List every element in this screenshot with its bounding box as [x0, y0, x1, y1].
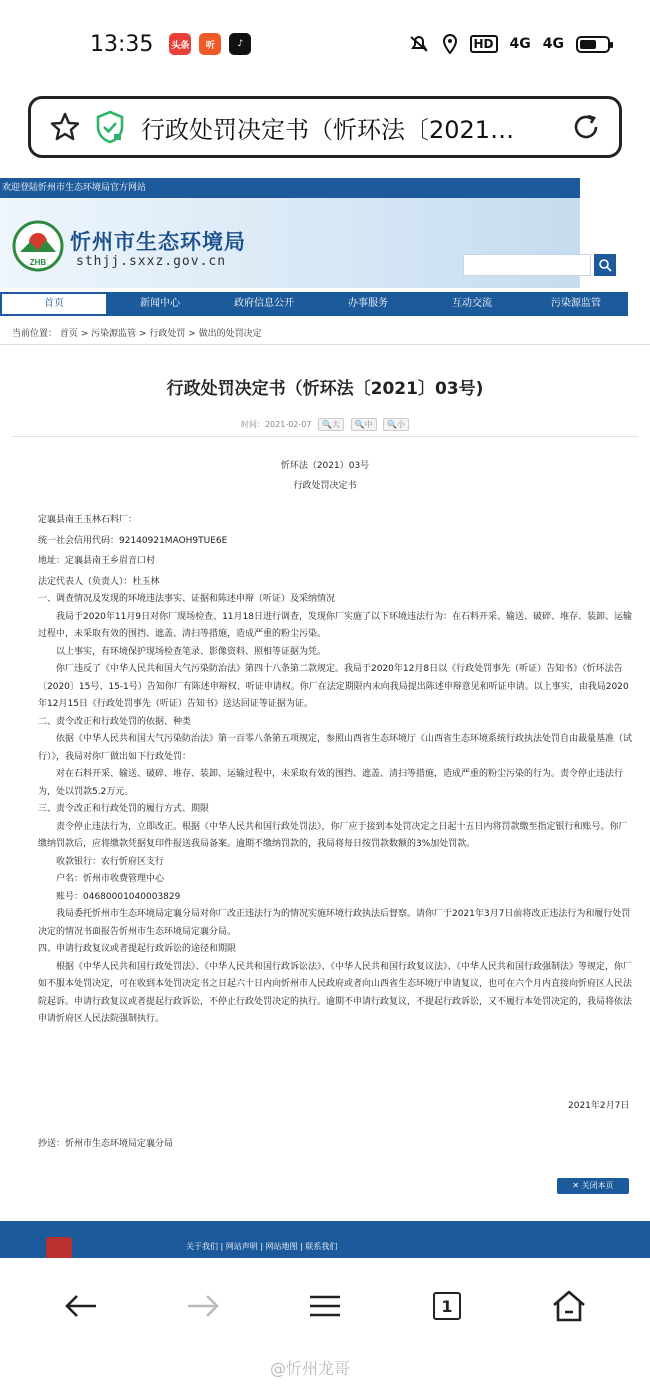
- paragraph: 户名：忻州市收费管理中心: [56, 874, 165, 884]
- forward-button[interactable]: [183, 1286, 223, 1326]
- address-bar[interactable]: [28, 96, 622, 158]
- tiktok-app-icon: ♪: [229, 33, 251, 55]
- status-bar: [0, 0, 650, 88]
- site-domain: sthjj.sxxz.gov.cn: [76, 254, 227, 269]
- font-size-small-button[interactable]: 🔍小: [383, 418, 409, 431]
- divider: [12, 436, 638, 437]
- paragraph: 二、责令改正和行政处罚的依据、种类: [38, 716, 192, 727]
- nav-services[interactable]: 办事服务: [348, 298, 388, 309]
- welcome-strip: 欢迎登陆忻州市生态环境局官方网站: [0, 178, 580, 198]
- paragraph: 我局于2020年11月9日对你厂现场检查、11月18日进行调查，发现你厂实施了以下环境违法行为：在石料开采、输送、破碎、堆存、装卸、运输过程中，未采取有效的围挡、遮盖、清扫等措施，造成严重的粉尘污染。: [38, 611, 632, 639]
- paragraph: 你厂违反了《中华人民共和国大气污染防治法》第四十八条第二款规定。我局于2020年12月8日以《行政处罚事先（听证）告知书》（忻环法告〔2020〕15号、15-1号）告知你厂有陈述申辩权、听证申请权。你厂在法定期限内未向我局提出陈述申辩意见和听证申请。以上事实，由我局2020年12月15日《行政处罚事先（听证）告知书》送达回证等证据为证。: [38, 664, 629, 709]
- listen-app-icon: 听: [199, 33, 221, 55]
- footer-links[interactable]: 关于我们 | 网站声明 | 网站地图 | 联系我们: [186, 1242, 338, 1251]
- watermark: @忻州龙哥: [270, 1359, 351, 1378]
- meta-label: 时间：: [240, 420, 265, 429]
- search-icon: [598, 258, 612, 272]
- hd-badge: HD: [470, 35, 498, 53]
- document-title: 行政处罚决定书（忻环法〔2021〕03号): [166, 379, 484, 399]
- nav-news[interactable]: 新闻中心: [140, 298, 180, 309]
- tabs-button[interactable]: [427, 1286, 467, 1326]
- paragraph: 我局委托忻州市生态环境局定襄分局对你厂改正违法行为的情况实施环境行政执法后督察。请你厂于2021年3月7日前将改正违法行为和履行处罚决定的情况书面报告忻州市生态环境局定襄分局。: [38, 909, 631, 937]
- breadcrumb[interactable]: 当前位置： 首页 > 污染源监管 > 行政处罚 > 做出的处罚决定: [12, 329, 262, 339]
- home-icon: [552, 1290, 586, 1322]
- status-indicators: [408, 34, 610, 54]
- paragraph: 定襄县南王玉林石料厂：: [38, 515, 138, 525]
- paragraph: 以上事实，有环境保护现场检查笔录、影像资料、照相等证据为凭。: [56, 646, 327, 657]
- menu-icon: [309, 1294, 341, 1318]
- site-header: [0, 198, 580, 288]
- toutiao-app-icon: 头条: [169, 33, 191, 55]
- back-button[interactable]: [61, 1286, 101, 1326]
- site-search-button[interactable]: [594, 254, 616, 276]
- font-size-large-button[interactable]: 🔍大: [318, 418, 344, 431]
- party-emblem-icon: [46, 1237, 72, 1258]
- paragraph: 依据《中华人民共和国大气污染防治法》第一百零八条第五项规定，参照山西省生态环境厅《山西省生态环境系统行政执法处罚自由裁量基准（试行）》，我局对你厂做出如下行政处罚：: [38, 734, 633, 762]
- paragraph: 统一社会信用代码：92140921MAOH9TUE6E: [38, 535, 228, 546]
- paragraph: 三、责令改正和行政处罚的履行方式、期限: [38, 804, 210, 814]
- document-type: 行政处罚决定书: [293, 481, 357, 491]
- site-name: 忻州市生态环境局: [70, 230, 246, 254]
- webpage: [0, 178, 650, 1258]
- document-body: [38, 512, 632, 1029]
- nav-home[interactable]: 首页: [0, 292, 108, 316]
- signal-2: 4G: [542, 36, 564, 52]
- tab-count: 1: [433, 1292, 461, 1320]
- location-icon: [442, 34, 458, 54]
- shield-icon[interactable]: [95, 110, 125, 144]
- document-date: 2021年2月7日: [568, 1101, 630, 1111]
- arrow-left-icon: [64, 1294, 98, 1318]
- page-title-address[interactable]: 行政处罚决定书（忻环法〔2021…: [141, 115, 515, 144]
- status-app-icons: [169, 33, 251, 55]
- paragraph: 四、申请行政复议或者提起行政诉讼的途径和期限: [38, 944, 237, 954]
- site-search-input[interactable]: [463, 254, 591, 276]
- document-meta: [0, 418, 650, 431]
- menu-button[interactable]: [305, 1286, 345, 1326]
- reload-icon[interactable]: [571, 112, 601, 142]
- font-size-medium-button[interactable]: 🔍中: [351, 418, 377, 431]
- mute-icon: [408, 35, 430, 53]
- nav-pollution-supervision[interactable]: 污染源监管: [551, 298, 601, 309]
- svg-text:ZHB: ZHB: [29, 258, 47, 267]
- nav-info-disclosure[interactable]: 政府信息公开: [234, 298, 294, 309]
- nav-interaction[interactable]: 互动交流: [452, 298, 492, 309]
- site-logo[interactable]: [12, 220, 64, 272]
- browser-toolbar: [0, 1266, 650, 1346]
- signal-1: 4G: [509, 36, 531, 52]
- star-icon[interactable]: [49, 111, 81, 143]
- battery-icon: [576, 36, 610, 53]
- arrow-right-icon: [186, 1294, 220, 1318]
- main-nav: [0, 292, 628, 316]
- document-cc: 抄送：忻州市生态环境局定襄分局: [38, 1139, 174, 1149]
- paragraph: 法定代表人（负责人）：杜玉林: [38, 576, 160, 587]
- document-number-block: [0, 456, 650, 496]
- paragraph: 地址：定襄县南王乡眉音口村: [38, 556, 156, 566]
- close-page-button[interactable]: ✕ 关闭本页: [557, 1178, 629, 1194]
- meta-date: 2021-02-07: [264, 420, 312, 429]
- paragraph: 责令停止违法行为，立即改正。根据《中华人民共和国行政处罚法》，你厂应于接到本处罚决定之日起十五日内将罚款缴至指定银行和账号。你厂缴纳罚款后，应将缴款凭据复印件报送我局备案。逾期不缴纳罚款的，我局将每日按罚款数额的3%加处罚款。: [38, 821, 628, 849]
- paragraph: 账号：04680001040003829: [56, 891, 181, 902]
- status-time: 13:35: [90, 31, 154, 57]
- document-number: 忻环法（2021）03号: [280, 461, 370, 471]
- home-button[interactable]: [549, 1286, 589, 1326]
- paragraph: 对在石料开采、输送、破碎、堆存、装卸、运输过程中，未采取有效的围挡、遮盖、清扫等措施，造成严重的粉尘污染的行为。责令停止违法行为，处以罚款5.2万元。: [38, 769, 624, 797]
- paragraph: 根据《中华人民共和国行政处罚法》、《中华人民共和国行政诉讼法》、《中华人民共和国行政复议法》、《中华人民共和国行政强制法》等规定，你厂如不服本处罚决定，可在收到本处罚决定书之日起六十日内向忻州市人民政府或者向山西省生态环境厅申请复议，也可在六个月内直接向忻府区人民法院起诉。申请行政复议或者提起行政诉讼，不停止行政处罚决定的执行。逾期不申请行政复议，不提起行政诉讼，又不履行本处罚决定的，我局将依法申请忻府区人民法院强制执行。: [38, 961, 633, 1024]
- divider: [0, 344, 650, 345]
- paragraph: 一、调查情况及发现的环境违法事实、证据和陈述申辩（听证）及采纳情况: [38, 594, 336, 604]
- paragraph: 收款银行：农行忻府区支行: [56, 856, 165, 867]
- site-footer: [0, 1221, 650, 1258]
